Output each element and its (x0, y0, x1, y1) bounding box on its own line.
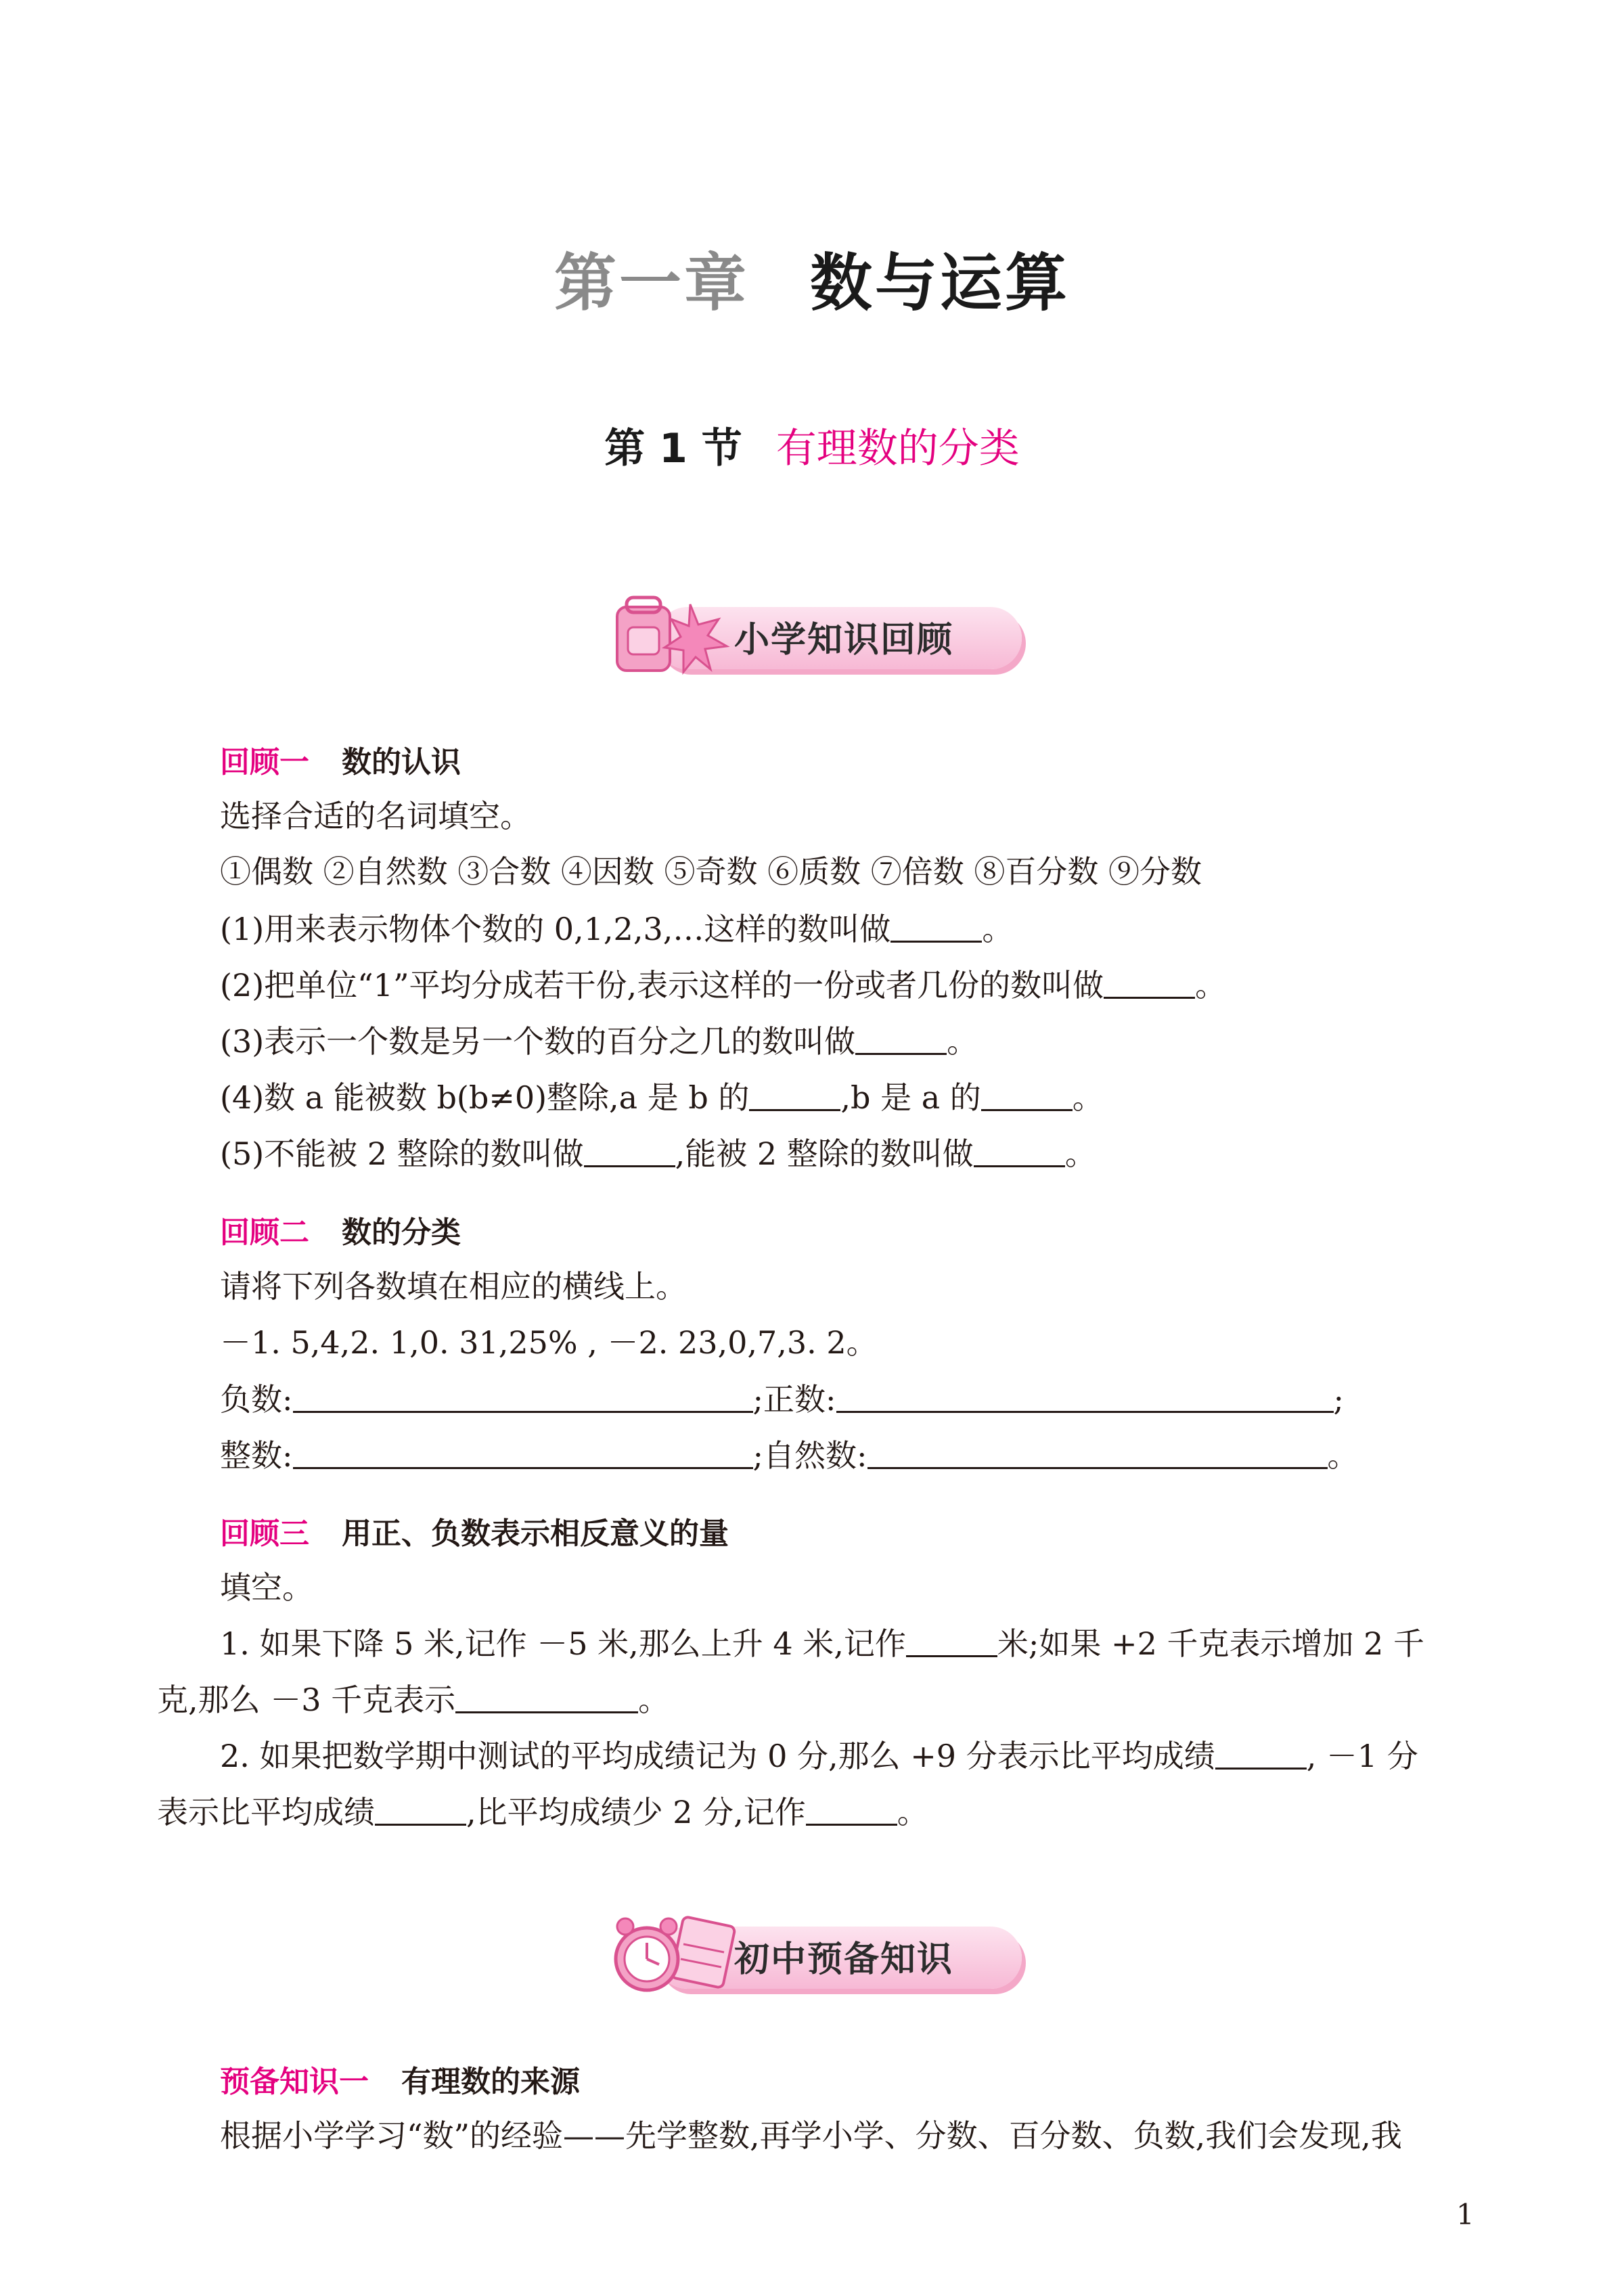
answer-blank[interactable] (981, 1082, 1073, 1111)
review2-row-2: 整数: ;自然数: 。 (220, 1437, 1359, 1474)
review3-key: 回顾三 (220, 1516, 309, 1551)
prep1-title: 有理数的来源 (401, 2065, 580, 2099)
review3-question-1-line-2: 克,那么 －3 千克表示 。 (157, 1682, 670, 1718)
review1-question-4: (4)数 a 能被数 b(b≠0)整除,a 是 b 的 ,b 是 a 的 。 (220, 1079, 1104, 1116)
natural-blank[interactable] (867, 1440, 1328, 1469)
review2-heading (220, 1208, 461, 1251)
section-label: 第 1 节 (604, 425, 742, 472)
review2-numbers: －1. 5,4,2. 1,0. 31,25% , －2. 23,0,7,3. 2。 (220, 1324, 878, 1361)
positive-blank[interactable] (836, 1384, 1334, 1413)
review2-intro: 请将下列各数填在相应的横线上。 (220, 1268, 687, 1305)
review2-title: 数的分类 (342, 1215, 461, 1250)
review1-question-5: (5)不能被 2 整除的数叫做 ,能被 2 整除的数叫做 。 (220, 1135, 1096, 1172)
review1-question-2: (2)把单位“1”平均分成若干份,表示这样的一份或者几份的数叫做 。 (220, 967, 1227, 1004)
review3-title: 用正、负数表示相反意义的量 (342, 1516, 729, 1551)
prep1-key: 预备知识一 (220, 2065, 369, 2099)
section-name: 有理数的分类 (775, 425, 1020, 472)
answer-blank[interactable] (806, 1797, 897, 1826)
review2-row-1: 负数: ;正数: ; (220, 1381, 1344, 1418)
review3-question-2-line-2: 表示比平均成绩 ,比平均成绩少 2 分,记作 。 (157, 1794, 928, 1830)
review3-intro: 填空。 (220, 1569, 313, 1606)
chapter-name: 数与运算 (810, 247, 1070, 319)
review1-options: ①偶数 ②自然数 ③合数 ④因数 ⑤奇数 ⑥质数 ⑦倍数 ⑧百分数 ⑨分数 (220, 853, 1202, 890)
banner-label: 小学知识回顾 (734, 620, 954, 660)
review1-heading (220, 738, 461, 781)
review3-question-2-line-1: 2. 如果把数学期中测试的平均成绩记为 0 分,那么 +9 分表示比平均成绩 , －1 分 (220, 1738, 1418, 1774)
answer-blank[interactable] (375, 1797, 466, 1826)
review3-question-1-line-1: 1. 如果下降 5 米,记作 －5 米,那么上升 4 米,记作 米;如果 +2 千克表示增加 2 千 (220, 1625, 1424, 1662)
section-title (0, 416, 1624, 474)
integer-blank[interactable] (293, 1440, 753, 1469)
answer-blank[interactable] (855, 1026, 947, 1055)
banner-label: 初中预备知识 (734, 1939, 954, 1980)
answer-blank[interactable] (890, 914, 982, 943)
answer-blank[interactable] (584, 1138, 675, 1167)
review1-intro: 选择合适的名词填空。 (220, 798, 531, 834)
review1-question-1: (1)用来表示物体个数的 0,1,2,3,…这样的数叫做 。 (220, 911, 1014, 947)
banner-primary-review (609, 592, 1022, 679)
answer-blank[interactable] (749, 1082, 840, 1111)
answer-blank[interactable] (455, 1684, 638, 1713)
review1-question-3: (3)表示一个数是另一个数的百分之几的数叫做 。 (220, 1023, 978, 1060)
review3-heading (220, 1509, 729, 1552)
answer-blank[interactable] (974, 1138, 1065, 1167)
answer-blank[interactable] (1215, 1740, 1307, 1770)
prep1-paragraph: 根据小学学习“数”的经验——先学整数,再学小学、分数、百分数、负数,我们会发现,我 (220, 2117, 1402, 2154)
schoolbag-maple-icon (609, 592, 744, 679)
alarm-clock-calendar-icon (609, 1912, 744, 1998)
banner-junior-prep (609, 1912, 1022, 1998)
review1-title: 数的认识 (342, 745, 461, 780)
review2-key: 回顾二 (220, 1215, 309, 1250)
answer-blank[interactable] (1104, 970, 1195, 999)
negative-blank[interactable] (293, 1384, 753, 1413)
prep1-heading (220, 2057, 580, 2100)
review1-key: 回顾一 (220, 745, 309, 780)
chapter-number: 第一章 (554, 247, 749, 319)
page-number: 1 (1456, 2198, 1474, 2231)
chapter-title (0, 233, 1624, 323)
answer-blank[interactable] (906, 1628, 997, 1657)
